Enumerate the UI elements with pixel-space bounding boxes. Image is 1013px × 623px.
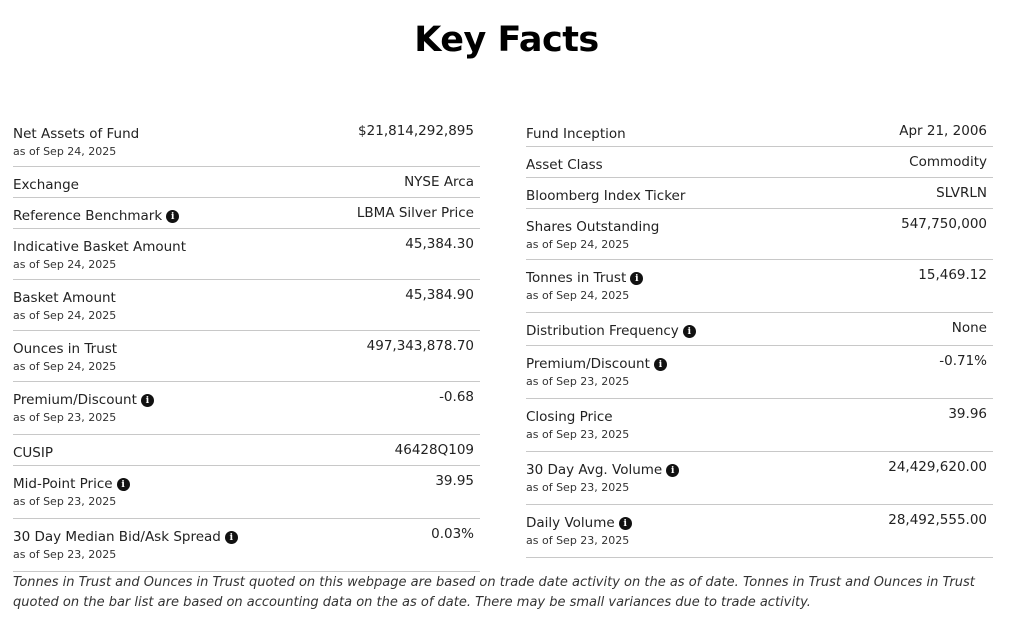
fact-label: 30 Day Avg. Volume (526, 462, 663, 478)
fact-value: 39.96 (948, 406, 987, 422)
fact-value: 46428Q109 (394, 442, 474, 458)
fact-label: Premium/Discount (526, 356, 650, 372)
fact-value: 24,429,620.00 (888, 459, 987, 475)
fact-label: Distribution Frequency (526, 323, 679, 339)
fact-asof: as of Sep 24, 2025 (526, 238, 630, 251)
fact-row-avg-volume (526, 452, 993, 505)
fact-value: SLVRLN (936, 185, 987, 201)
fact-label: Reference Benchmark (13, 208, 163, 224)
fact-asof: as of Sep 24, 2025 (526, 289, 630, 302)
fact-asof: as of Sep 24, 2025 (13, 360, 117, 373)
fact-asof: as of Sep 23, 2025 (526, 534, 630, 547)
fact-value: 15,469.12 (918, 267, 987, 283)
fact-value: 547,750,000 (901, 216, 987, 232)
info-icon[interactable]: i (630, 272, 643, 285)
fact-label: Mid-Point Price (13, 476, 113, 492)
fact-label: Premium/Discount (13, 392, 137, 408)
fact-label: Fund Inception (526, 126, 626, 142)
key-facts-right-column (526, 116, 993, 558)
fact-asof: as of Sep 23, 2025 (526, 481, 630, 494)
fact-label: Shares Outstanding (526, 219, 660, 235)
fact-row-premium-discount (13, 382, 480, 435)
fact-row-premium-discount (526, 346, 993, 399)
fact-label: Asset Class (526, 157, 603, 173)
fact-label: CUSIP (13, 445, 53, 461)
fact-row-distribution-frequency (526, 313, 993, 346)
fact-row-median-bid-ask-spread (13, 519, 480, 572)
fact-value: -0.71% (939, 353, 987, 369)
fact-value: -0.68 (439, 389, 474, 405)
fact-value: $21,814,292,895 (358, 123, 474, 139)
fact-value: Commodity (909, 154, 987, 170)
info-icon[interactable]: i (683, 325, 696, 338)
fact-label: Exchange (13, 177, 79, 193)
fact-value: NYSE Arca (404, 174, 474, 190)
fact-row-bloomberg-ticker (526, 178, 993, 209)
fact-row-fund-inception (526, 116, 993, 147)
fact-value: None (951, 320, 987, 336)
fact-row-cusip (13, 435, 480, 466)
fact-label: Bloomberg Index Ticker (526, 188, 686, 204)
info-icon[interactable]: i (666, 464, 679, 477)
fact-value: LBMA Silver Price (356, 205, 474, 221)
fact-row-daily-volume (526, 505, 993, 558)
fact-value: 497,343,878.70 (366, 338, 474, 354)
info-icon[interactable]: i (166, 210, 179, 223)
info-icon[interactable]: i (225, 531, 238, 544)
fact-asof: as of Sep 24, 2025 (13, 258, 117, 271)
fact-asof: as of Sep 23, 2025 (526, 428, 630, 441)
fact-asof: as of Sep 23, 2025 (13, 495, 117, 508)
fact-asof: as of Sep 24, 2025 (13, 145, 117, 158)
fact-row-reference-benchmark (13, 198, 480, 229)
info-icon[interactable]: i (141, 394, 154, 407)
fact-row-asset-class (526, 147, 993, 178)
fact-label: Net Assets of Fund (13, 126, 140, 142)
fact-label: Closing Price (526, 409, 613, 425)
fact-row-ounces-in-trust (13, 331, 480, 382)
fact-value: Apr 21, 2006 (899, 123, 987, 139)
fact-label: Daily Volume (526, 515, 615, 531)
fact-value: 45,384.30 (405, 236, 474, 252)
fact-value: 0.03% (431, 526, 474, 542)
fact-label: 30 Day Median Bid/Ask Spread (13, 529, 221, 545)
fact-row-exchange (13, 167, 480, 198)
fact-value: 39.95 (435, 473, 474, 489)
fact-asof: as of Sep 24, 2025 (13, 309, 117, 322)
info-icon[interactable]: i (654, 358, 667, 371)
trust-footnote: Tonnes in Trust and Ounces in Trust quoted on this webpage are based on trade date activity on the as of date. Tonnes in Trust and Ounces in Trust quoted on the bar list are based on accounting data on the as of date. There may be small variances due to trade activity. (13, 575, 975, 610)
fact-row-indicative-basket-amount (13, 229, 480, 280)
fact-asof: as of Sep 23, 2025 (13, 411, 117, 424)
key-facts-left-column (13, 116, 480, 572)
fact-row-tonnes-in-trust (526, 260, 993, 313)
fact-row-mid-point-price (13, 466, 480, 519)
info-icon[interactable]: i (117, 478, 130, 491)
info-icon[interactable]: i (619, 517, 632, 530)
fact-label: Ounces in Trust (13, 341, 118, 357)
fact-value: 28,492,555.00 (888, 512, 987, 528)
fact-row-shares-outstanding (526, 209, 993, 260)
page-title: Key Facts (414, 20, 599, 60)
fact-row-basket-amount (13, 280, 480, 331)
fact-asof: as of Sep 23, 2025 (13, 548, 117, 561)
fact-asof: as of Sep 23, 2025 (526, 375, 630, 388)
fact-label: Indicative Basket Amount (13, 239, 187, 255)
fact-label: Basket Amount (13, 290, 116, 306)
fact-row-closing-price (526, 399, 993, 452)
fact-value: 45,384.90 (405, 287, 474, 303)
fact-label: Tonnes in Trust (526, 270, 627, 286)
fact-row-net-assets (13, 116, 480, 167)
